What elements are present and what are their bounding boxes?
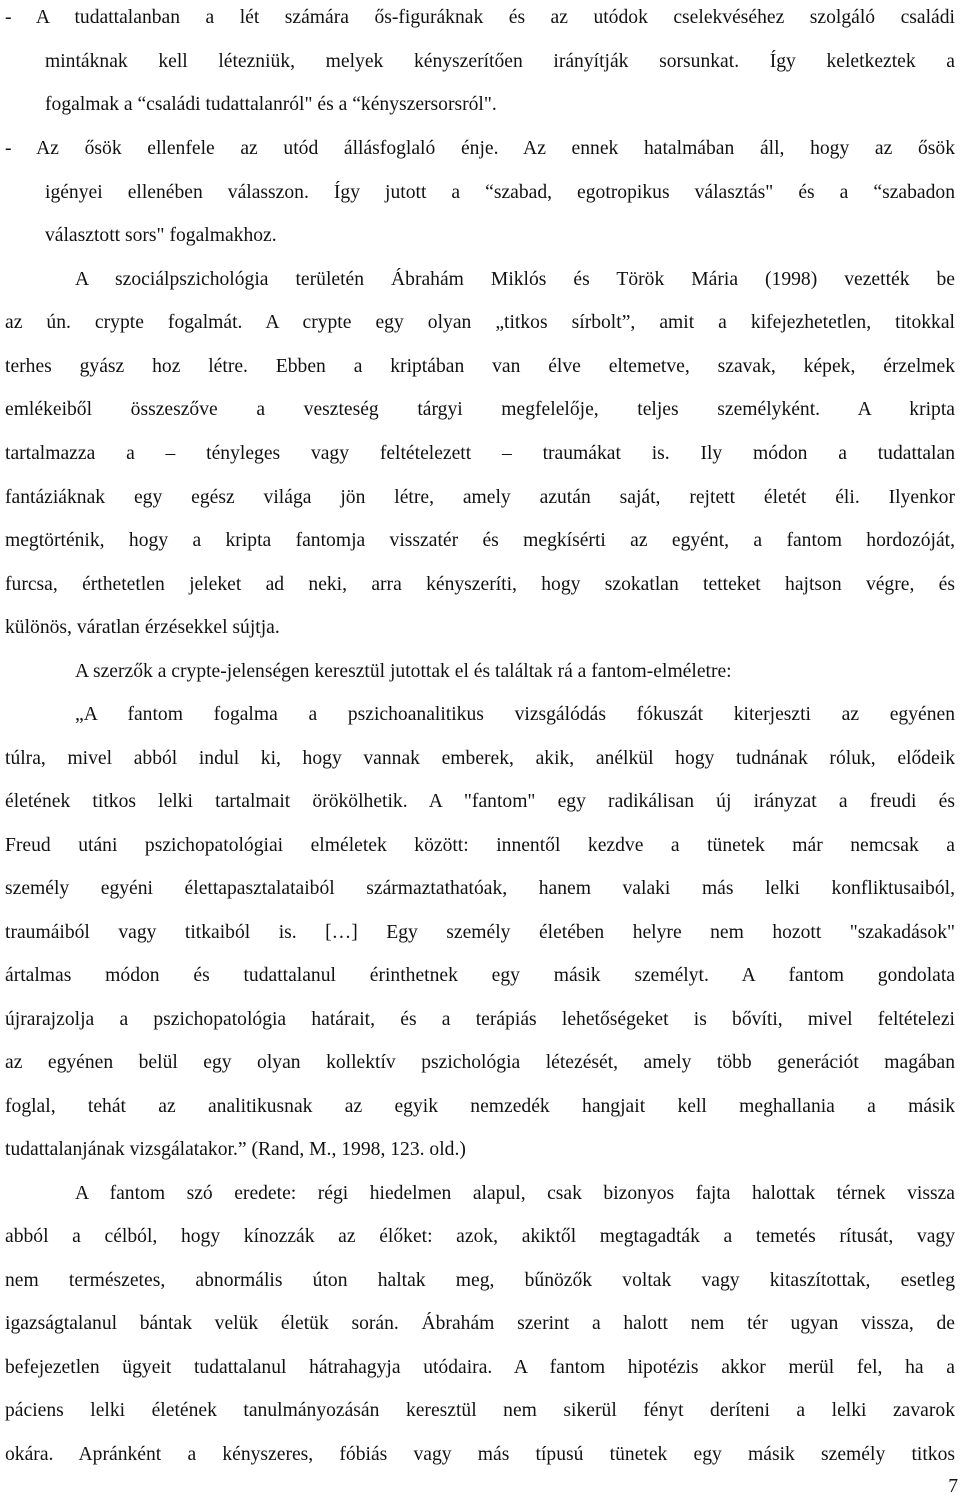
text-line: tartalmazza a – tényleges vagy feltételezett – traumákat is. Ily módon a tudattalan <box>5 443 955 464</box>
text-line: különös, váratlan érzésekkel sújtja. <box>5 617 280 638</box>
text-line: furcsa, érthetetlen jeleket ad neki, arra kényszeríti, hogy szokatlan tetteket hajtson végre, és <box>5 574 955 595</box>
text-line: nem természetes, abnormális úton haltak meg, bűnözők voltak vagy kitaszítottak, esetleg <box>5 1270 955 1291</box>
text-line: újrarajzolja a pszichopatológia határait, és a terápiás lehetőségeket is bővíti, mivel feltételezi <box>5 1009 955 1030</box>
text-line: választott sors" fogalmakhoz. <box>45 225 277 246</box>
text-line: befejezetlen ügyeit tudattalanul hátrahagyja utódaira. A fantom hipotézis akkor merül fel, ha a <box>5 1357 955 1378</box>
text-line: személy egyéni élettapasztalataiból származtathatóak, hanem valaki más lelki konfliktusaiból, <box>5 878 955 899</box>
text-line: az egyénen belül egy olyan kollektív pszichológia létezését, amely több generációt magában <box>5 1052 955 1073</box>
text-line: - Az ősök ellenfele az utód állásfoglaló énje. Az ennek hatalmában áll, hogy az ősök <box>5 138 955 159</box>
text-line: az ún. crypte fogalmát. A crypte egy olyan „titkos sírbolt”, amit a kifejezhetetlen, titokkal <box>5 312 955 333</box>
text-line: páciens lelki életének tanulmányozásán keresztül nem sikerül fényt deríteni a lelki zavarok <box>5 1400 955 1421</box>
page-number: 7 <box>948 1476 958 1497</box>
text-line: Freud utáni pszichopatológiai elméletek között: innentől kezdve a tünetek már nemcsak a <box>5 835 955 856</box>
text-line: fogalmak a “családi tudattalanról" és a “kényszersorsról". <box>45 94 497 115</box>
text-line: foglal, tehát az analitikusnak az egyik nemzedék hangjait kell meghallania a másik <box>5 1096 955 1117</box>
text-line: igazságtalanul bántak velük életük során. Ábrahám szerint a halott nem tér ugyan vissza, de <box>5 1313 955 1334</box>
text-line: abból a célból, hogy kínozzák az élőket: azok, akiktől megtagadták a temetés rítusát, vagy <box>5 1226 955 1247</box>
text-line: életének titkos lelki tartalmait örökölhetik. A "fantom" egy radikálisan új irányzat a freudi és <box>5 791 955 812</box>
text-line: - A tudattalanban a lét számára ős-figuráknak és az utódok cselekvéséhez szolgáló családi <box>5 7 955 28</box>
text-line: túlra, mivel abból indul ki, hogy vannak emberek, akik, anélkül hogy tudnának róluk, elődeik <box>5 748 955 769</box>
text-line: traumáiból vagy titkaiból is. […] Egy személy életében helyre nem hozott "szakadások" <box>5 922 955 943</box>
text-line: A szerzők a crypte-jelenségen keresztül jutottak el és találtak rá a fantom-elméletre: <box>75 661 732 682</box>
text-line: emlékeiből összeszőve a veszteség tárgyi megfelelője, teljes személyként. A kripta <box>5 399 955 420</box>
text-line: mintáknak kell létezniük, melyek kényszerítően irányítják sorsunkat. Így keletkeztek a <box>45 51 955 72</box>
text-line: tudattalanjának vizsgálatakor.” (Rand, M., 1998, 123. old.) <box>5 1139 466 1160</box>
text-line: „A fantom fogalma a pszichoanalitikus vizsgálódás fókuszát kiterjeszti az egyénen <box>75 704 955 725</box>
text-line: A fantom szó eredete: régi hiedelmen alapul, csak bizonyos fajta halottak térnek vissza <box>75 1183 955 1204</box>
text-line: megtörténik, hogy a kripta fantomja visszatér és megkísérti az egyént, a fantom hordozóját, <box>5 530 955 551</box>
text-line: okára. Apránként a kényszeres, fóbiás vagy más típusú tünetek egy másik személy titkos <box>5 1444 955 1465</box>
text-line: fantáziáknak egy egész világa jön létre, amely azután saját, rejtett életét éli. Ilyenkor <box>5 487 955 508</box>
text-line: ártalmas módon és tudattalanul érinthetnek egy másik személyt. A fantom gondolata <box>5 965 955 986</box>
text-line: terhes gyász hoz létre. Ebben a kriptában van élve eltemetve, szavak, képek, érzelmek <box>5 356 955 377</box>
text-line: igényei ellenében válasszon. Így jutott a “szabad, egotropikus választás" és a “szabadon <box>45 182 955 203</box>
text-line: A szociálpszichológia területén Ábrahám Miklós és Török Mária (1998) vezették be <box>75 269 955 290</box>
